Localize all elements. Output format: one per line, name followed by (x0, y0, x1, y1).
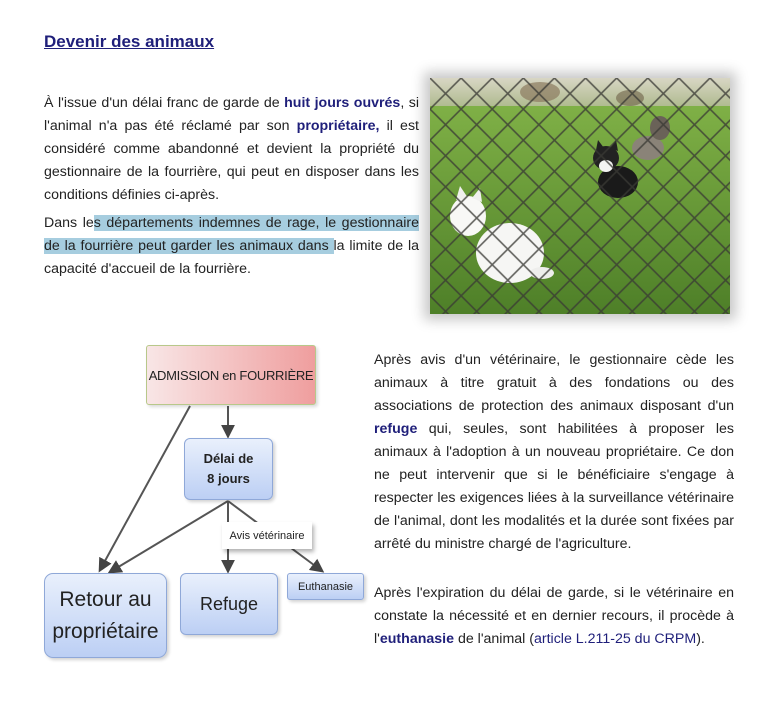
flow-diagram (40, 340, 360, 665)
article-link[interactable]: article L.211-25 du CRPM (534, 631, 697, 647)
avis-veterinaire-label: Avis vétérinaire (222, 522, 312, 549)
keyword-refuge: refuge (374, 421, 418, 437)
euthanasie-node: Euthanasie (287, 573, 364, 600)
cats-behind-fence-photo (430, 78, 730, 314)
admission-node: ADMISSION en FOURRIÈRE (146, 345, 316, 405)
keyword-huit-jours: huit jours ouvrés (284, 95, 401, 111)
text: , si l'animal n'a pas été réclamé par son (44, 95, 419, 134)
page-title: Devenir des animaux (44, 32, 215, 51)
text: la limite de la capacité d'accueil de la fourrière. (44, 238, 419, 277)
euthanasie-paragraph (374, 582, 734, 651)
refuge-paragraph (374, 349, 734, 556)
delai-node: Délai de 8 jours (184, 438, 273, 500)
text: Après avis d'un vétérinaire, le gestionnaire cède les animaux à titre gratuit à des fondations ou des associations de protection des animaux disposant d'un (374, 352, 734, 414)
intro-paragraph (44, 92, 419, 207)
text: ). (696, 631, 705, 647)
text: Dans le (44, 215, 94, 231)
refuge-node: Refuge (180, 573, 278, 635)
text: qui, seules, sont habilitées à proposer les animaux à l'adoption à un nouveau propriétaire. Ce don ne peut intervenir que si le bénéficiaire s'engage à respecter les exigences liées à la surveillance vétérinaire de l'animal, dont les modalités et la durée sont fixées par arrêté du ministre chargé de l'agriculture. (374, 421, 734, 552)
text: de l'animal ( (454, 631, 534, 647)
keyword-proprietaire: propriétaire, (296, 118, 380, 134)
rage-paragraph (44, 212, 419, 281)
highlighted-text: s départements indemnes de rage, le gestionnaire de la fourrière peut garder les animaux dans (44, 215, 419, 254)
text: il est considéré comme abandonné et devient la propriété du gestionnaire de la fourrière, qui peut en disposer dans les conditions définies ci-après. (44, 118, 419, 203)
text: Après l'expiration du délai de garde, si le vétérinaire en constate la nécessité et en dernier recours, il procède à l' (374, 585, 734, 647)
retour-proprietaire-node: Retour au propriétaire (44, 573, 167, 658)
keyword-euthanasie: euthanasie (379, 631, 454, 647)
text: À l'issue d'un délai franc de garde de (44, 95, 285, 111)
